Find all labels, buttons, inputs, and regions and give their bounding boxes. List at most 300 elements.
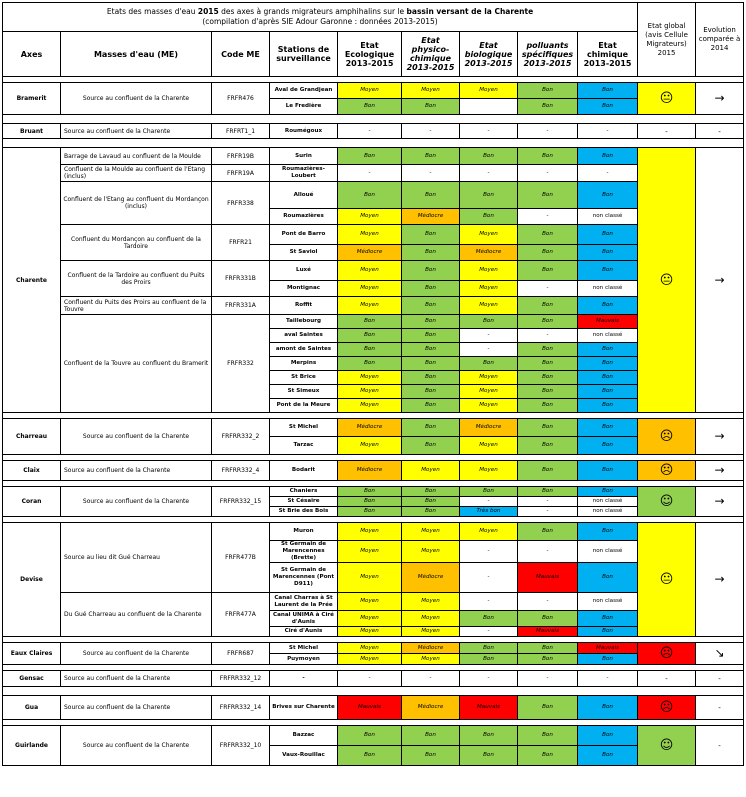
station-cell: Muron [270,523,338,541]
station-cell: Roumégoux [270,124,338,139]
etat-ecologique-cell: Bon [338,148,402,165]
etat-ecologique-cell: Bon [338,507,402,517]
masse-eau-cell: Confluent de la Tardoire au confluent du Puits des Proirs [61,261,212,297]
group-separator [3,115,744,124]
etat-physico-chimique-cell: Bon [402,315,460,329]
neutral-face-icon: 😐 [659,272,674,288]
etat-global-cell [638,726,696,766]
table-row [3,593,744,611]
etat-biologique-cell: Moyen [460,523,518,541]
station-cell: Chaniers [270,487,338,497]
evolution-cell [696,523,744,637]
masse-eau-cell: Source au confluent de la Charente [61,124,212,139]
arrow-right-icon: → [714,91,725,105]
etat-chimique-cell: Bon [578,83,638,99]
polluants-specifiques-cell: Mauvais [518,627,578,637]
etat-physico-chimique-cell: Moyen [402,611,460,627]
polluants-specifiques-cell: Bon [518,437,578,455]
etat-chimique-cell: Bon [578,654,638,665]
etat-ecologique-cell: - [338,165,402,182]
arrow-right-icon: → [714,463,725,477]
etat-global-cell [638,124,696,139]
header-stations: Stations de surveillance [270,32,338,77]
station-cell: - [270,671,338,687]
polluants-specifiques-cell: Bon [518,385,578,399]
dash-symbol: - [665,127,668,136]
etat-ecologique-cell: Moyen [338,541,402,563]
etat-biologique-cell: Bon [460,357,518,371]
evolution-cell [696,461,744,481]
etat-ecologique-cell: Moyen [338,297,402,315]
etat-ecologique-cell: Moyen [338,399,402,413]
etat-physico-chimique-cell: Bon [402,281,460,297]
etat-ecologique-cell: Médiocre [338,461,402,481]
etat-chimique-cell: non classé [578,593,638,611]
etat-physico-chimique-cell: Bon [402,399,460,413]
table-row [3,182,744,209]
etat-ecologique-cell: Bon [338,182,402,209]
station-cell: Alloué [270,182,338,209]
etat-biologique-cell: Bon [460,487,518,497]
station-cell: Pont de la Meure [270,399,338,413]
etat-physico-chimique-cell: Moyen [402,523,460,541]
station-cell: Surin [270,148,338,165]
etat-global-cell [638,671,696,687]
masse-eau-cell: Confluent de la Touvre au confluent du Bramerit [61,315,212,413]
code-me-cell: FRFRT1_1 [212,124,270,139]
table-row [3,261,744,281]
etat-physico-chimique-cell: Moyen [402,654,460,665]
etat-biologique-cell: Bon [460,209,518,225]
polluants-specifiques-cell: - [518,497,578,507]
station-cell: Roffit [270,297,338,315]
masse-eau-cell: Source au confluent de la Charente [61,643,212,665]
etat-chimique-cell: Bon [578,357,638,371]
polluants-specifiques-cell: Bon [518,643,578,654]
etat-ecologique-cell: Moyen [338,593,402,611]
etat-chimique-cell: - [578,165,638,182]
frown-face-icon: ☹ [659,463,674,478]
etat-ecologique-cell: Moyen [338,281,402,297]
dash-symbol: - [718,127,721,136]
table-title: Etats des masses d'eau 2015 des axes à grands migrateurs amphihalins sur le bassin versant de la Charente (compilation d'après SIE Adour Garonne : données 2013-2015) [3,3,638,32]
etat-ecologique-cell: Médiocre [338,419,402,437]
etat-physico-chimique-cell: Bon [402,99,460,115]
etat-biologique-cell: Moyen [460,261,518,281]
table-row [3,523,744,541]
etat-chimique-cell: Bon [578,523,638,541]
polluants-specifiques-cell: Bon [518,99,578,115]
etat-global-cell [638,523,696,637]
etat-physico-chimique-cell: Bon [402,746,460,766]
neutral-face-icon: 😐 [659,572,674,587]
etat-chimique-cell: - [578,671,638,687]
etat-chimique-cell: non classé [578,497,638,507]
etat-physico-chimique-cell: Bon [402,371,460,385]
etat-biologique-cell: - [460,343,518,357]
etat-biologique-cell: Médiocre [460,419,518,437]
etat-physico-chimique-cell: Bon [402,297,460,315]
header-axes: Axes [3,32,61,77]
masse-eau-cell: Confluent du Puits des Proirs au confluent de la Touvre [61,297,212,315]
table-row [3,148,744,165]
etat-chimique-cell: Mauvais [578,315,638,329]
table-row [3,297,744,315]
station-cell: Ciré d'Aunis [270,627,338,637]
masse-eau-cell: Source au confluent de la Charente [61,419,212,455]
etat-global-cell [638,643,696,665]
station-cell: Pont de Barro [270,225,338,245]
table-row [3,83,744,99]
station-cell: St Césaire [270,497,338,507]
masse-eau-cell: Du Gué Charreau au confluent de la Charente [61,593,212,637]
polluants-specifiques-cell: Bon [518,245,578,261]
evolution-cell [696,419,744,455]
etat-chimique-cell: Bon [578,148,638,165]
etat-biologique-cell: - [460,165,518,182]
header-etat-chimique: Etat chimique 2013-2015 [578,32,638,77]
header-etat-physico-chimique: Etat physico-chimique 2013-2015 [402,32,460,77]
polluants-specifiques-cell: Mauvais [518,563,578,593]
table-row [3,671,744,687]
etat-global-cell [638,461,696,481]
etat-chimique-cell: Bon [578,245,638,261]
etat-ecologique-cell: Bon [338,329,402,343]
etat-physico-chimique-cell: Moyen [402,541,460,563]
polluants-specifiques-cell: Bon [518,726,578,746]
arrow-right-icon: → [714,572,725,586]
etat-ecologique-cell: Moyen [338,83,402,99]
station-cell: St Michel [270,419,338,437]
etat-chimique-cell: Bon [578,487,638,497]
station-cell: St Germain de Marencennes (Brette) [270,541,338,563]
header-code-me: Code ME [212,32,270,77]
etat-physico-chimique-cell: Bon [402,343,460,357]
table-row [3,726,744,746]
polluants-specifiques-cell: Bon [518,487,578,497]
evolution-cell [696,148,744,413]
code-me-cell: FRFR332 [212,315,270,413]
etat-physico-chimique-cell: Bon [402,507,460,517]
frown-face-icon: ☹ [659,700,674,715]
masse-eau-cell: Source au confluent de la Charente [61,461,212,481]
polluants-specifiques-cell: Bon [518,315,578,329]
station-cell: Tarzac [270,437,338,455]
etat-physico-chimique-cell: Médiocre [402,696,460,720]
polluants-specifiques-cell: Bon [518,83,578,99]
etat-chimique-cell: Bon [578,343,638,357]
polluants-specifiques-cell: - [518,124,578,139]
etat-ecologique-cell: Bon [338,726,402,746]
arrow-down-right-icon: ↘ [714,646,725,660]
etat-biologique-cell: Moyen [460,461,518,481]
evolution-cell [696,487,744,517]
code-me-cell: FRFR21 [212,225,270,261]
etat-physico-chimique-cell: Bon [402,487,460,497]
code-me-cell: FRFRR332_14 [212,696,270,720]
polluants-specifiques-cell: Bon [518,461,578,481]
etat-ecologique-cell: Bon [338,746,402,766]
polluants-specifiques-cell: Bon [518,148,578,165]
table-row [3,225,744,245]
etat-chimique-cell: Bon [578,563,638,593]
code-me-cell: FRFR19A [212,165,270,182]
etat-biologique-cell: Bon [460,654,518,665]
etat-ecologique-cell: Moyen [338,643,402,654]
axe-cell: Eaux Claires [3,643,61,665]
polluants-specifiques-cell: Bon [518,182,578,209]
etat-biologique-cell: Bon [460,611,518,627]
station-cell: St Simeux [270,385,338,399]
axe-cell: Charente [3,148,61,413]
masse-eau-cell: Source au confluent de la Charente [61,696,212,720]
station-cell: Taillebourg [270,315,338,329]
etat-chimique-cell: - [578,124,638,139]
axe-cell: Charreau [3,419,61,455]
axe-cell: Bruant [3,124,61,139]
masse-eau-cell: Source au confluent de la Charente [61,83,212,115]
etat-biologique-cell: - [460,329,518,343]
evolution-cell [696,83,744,115]
etat-physico-chimique-cell: Moyen [402,593,460,611]
smile-face-icon: ☺ [659,494,674,509]
masse-eau-cell: Source au confluent de la Charente [61,671,212,687]
etat-physico-chimique-cell: Moyen [402,83,460,99]
station-cell: aval Saintes [270,329,338,343]
etat-ecologique-cell: Moyen [338,611,402,627]
masse-eau-cell: Source au confluent de la Charente [61,487,212,517]
etat-biologique-cell: Moyen [460,297,518,315]
etat-ecologique-cell: Moyen [338,225,402,245]
station-cell: Canal Charras à St Laurent de la Prée [270,593,338,611]
etat-biologique-cell: Moyen [460,371,518,385]
etat-chimique-cell: Bon [578,611,638,627]
table-row [3,461,744,481]
etat-ecologique-cell: Bon [338,487,402,497]
code-me-cell: FRFR477B [212,523,270,593]
etat-biologique-cell: Bon [460,182,518,209]
etat-ecologique-cell: Bon [338,99,402,115]
etat-ecologique-cell: Moyen [338,385,402,399]
station-cell: St Brice [270,371,338,385]
etat-biologique-cell: Bon [460,315,518,329]
etat-physico-chimique-cell: Bon [402,357,460,371]
etat-ecologique-cell: Bon [338,357,402,371]
etat-chimique-cell: non classé [578,541,638,563]
polluants-specifiques-cell: - [518,329,578,343]
arrow-right-icon: → [714,429,725,443]
etat-chimique-cell: Bon [578,726,638,746]
etat-chimique-cell: Bon [578,297,638,315]
station-cell: Luxé [270,261,338,281]
etat-biologique-cell: Moyen [460,83,518,99]
etat-chimique-cell: non classé [578,329,638,343]
evolution-cell [696,696,744,720]
station-cell: Vaux-Rouillac [270,746,338,766]
etat-chimique-cell: Mauvais [578,643,638,654]
etat-biologique-cell: Moyen [460,399,518,413]
etat-biologique-cell: Bon [460,746,518,766]
arrow-right-icon: → [714,494,725,508]
station-cell: Roumazières [270,209,338,225]
etat-global-cell [638,487,696,517]
code-me-cell: FRFR338 [212,182,270,225]
polluants-specifiques-cell: - [518,593,578,611]
polluants-specifiques-cell: - [518,209,578,225]
station-cell: Bodarit [270,461,338,481]
polluants-specifiques-cell: - [518,281,578,297]
table-row [3,487,744,497]
code-me-cell: FRFRR332_15 [212,487,270,517]
code-me-cell: FRFR331A [212,297,270,315]
polluants-specifiques-cell: Bon [518,225,578,245]
evolution-cell [696,643,744,665]
etat-chimique-cell: Bon [578,696,638,720]
etat-physico-chimique-cell: Moyen [402,461,460,481]
etat-biologique-cell: Bon [460,643,518,654]
water-status-table [2,2,744,766]
header-polluants-specifiques: polluants spécifiques 2013-2015 [518,32,578,77]
etat-chimique-cell: Bon [578,419,638,437]
axe-cell: Gua [3,696,61,720]
etat-chimique-cell: Bon [578,261,638,281]
polluants-specifiques-cell: Bon [518,371,578,385]
group-separator [3,139,744,148]
etat-ecologique-cell: Moyen [338,563,402,593]
etat-physico-chimique-cell: Bon [402,245,460,261]
etat-physico-chimique-cell: Bon [402,148,460,165]
etat-physico-chimique-cell: Bon [402,437,460,455]
polluants-specifiques-cell: Bon [518,357,578,371]
polluants-specifiques-cell: - [518,541,578,563]
etat-chimique-cell: non classé [578,209,638,225]
etat-biologique-cell: - [460,593,518,611]
masse-eau-cell: Source au confluent de la Charente [61,726,212,766]
etat-chimique-cell: Bon [578,182,638,209]
etat-ecologique-cell: - [338,124,402,139]
polluants-specifiques-cell: Bon [518,523,578,541]
station-cell: St Brie des Bois [270,507,338,517]
etat-biologique-cell: Très bon [460,507,518,517]
polluants-specifiques-cell: Bon [518,399,578,413]
group-separator [3,687,744,696]
table-row [3,696,744,720]
masse-eau-cell: Confluent de la Moulde au confluent de l'Etang (inclus) [61,165,212,182]
etat-ecologique-cell: Bon [338,497,402,507]
etat-global-cell [638,83,696,115]
etat-chimique-cell: Bon [578,437,638,455]
header-etat-biologique: Etat biologique 2013-2015 [460,32,518,77]
etat-biologique-cell: Bon [460,148,518,165]
polluants-specifiques-cell: Bon [518,419,578,437]
dash-symbol: - [718,704,721,712]
etat-biologique-cell: - [460,124,518,139]
frown-face-icon: ☹ [659,429,674,444]
station-cell: Le Fredière [270,99,338,115]
etat-ecologique-cell: Moyen [338,523,402,541]
etat-physico-chimique-cell: Bon [402,261,460,281]
evolution-cell [696,726,744,766]
frown-face-icon: ☹ [659,646,674,661]
etat-ecologique-cell: Mauvais [338,696,402,720]
etat-biologique-cell [460,99,518,115]
polluants-specifiques-cell: Bon [518,297,578,315]
etat-physico-chimique-cell: Bon [402,225,460,245]
etat-chimique-cell: Bon [578,225,638,245]
etat-chimique-cell: Bon [578,746,638,766]
table-row [3,124,744,139]
station-cell: Puymoyen [270,654,338,665]
evolution-cell [696,671,744,687]
masse-eau-cell: Confluent du Mordançon au confluent de la Tardoire [61,225,212,261]
masse-eau-cell: Confluent de l'Etang au confluent du Mordançon (inclus) [61,182,212,225]
arrow-right-icon: → [714,272,725,287]
etat-chimique-cell: Bon [578,461,638,481]
etat-physico-chimique-cell: Moyen [402,627,460,637]
header-evolution: Evolution comparée à 2014 [696,3,744,77]
station-cell: Merpins [270,357,338,371]
header-etat-ecologique: Etat Ecologique 2013-2015 [338,32,402,77]
code-me-cell: FRFRR332_12 [212,671,270,687]
etat-biologique-cell: Bon [460,726,518,746]
station-cell: St Germain de Marencennes (Pont D911) [270,563,338,593]
etat-chimique-cell: non classé [578,507,638,517]
etat-physico-chimique-cell: Bon [402,419,460,437]
axe-cell: Devise [3,523,61,637]
etat-ecologique-cell: Bon [338,343,402,357]
station-cell: Aval de Grandjean [270,83,338,99]
etat-global-cell [638,148,696,413]
station-cell: amont de Saintes [270,343,338,357]
code-me-cell: FRFR687 [212,643,270,665]
etat-biologique-cell: Moyen [460,385,518,399]
polluants-specifiques-cell: Bon [518,261,578,281]
etat-ecologique-cell: Moyen [338,261,402,281]
axe-cell: Claix [3,461,61,481]
etat-biologique-cell: - [460,541,518,563]
etat-biologique-cell: - [460,497,518,507]
header-masses-eau: Masses d'eau (ME) [61,32,212,77]
etat-physico-chimique-cell: - [402,165,460,182]
header-etat-global: Etat global (avis Cellule Migrateurs) 2015 [638,3,696,77]
station-cell: Roumazières-Loubert [270,165,338,182]
etat-biologique-cell: Moyen [460,281,518,297]
etat-physico-chimique-cell: Médiocre [402,643,460,654]
station-cell: Brives sur Charente [270,696,338,720]
etat-physico-chimique-cell: - [402,124,460,139]
etat-physico-chimique-cell: Bon [402,182,460,209]
dash-symbol: - [718,675,721,683]
smile-face-icon: ☺ [659,738,674,753]
axe-cell: Coran [3,487,61,517]
etat-global-cell [638,696,696,720]
polluants-specifiques-cell: - [518,507,578,517]
station-cell: Bazzac [270,726,338,746]
polluants-specifiques-cell: Bon [518,654,578,665]
masse-eau-cell: Barrage de Lavaud au confluent de la Moulde [61,148,212,165]
etat-chimique-cell: Bon [578,99,638,115]
etat-ecologique-cell: Bon [338,315,402,329]
code-me-cell: FRFRR332_10 [212,726,270,766]
etat-biologique-cell: - [460,671,518,687]
etat-global-cell [638,419,696,455]
axe-cell: Guirlande [3,726,61,766]
etat-ecologique-cell: Moyen [338,627,402,637]
neutral-face-icon: 😐 [659,91,674,106]
code-me-cell: FRFRR332_2 [212,419,270,455]
code-me-cell: FRFR331B [212,261,270,297]
code-me-cell: FRFR476 [212,83,270,115]
